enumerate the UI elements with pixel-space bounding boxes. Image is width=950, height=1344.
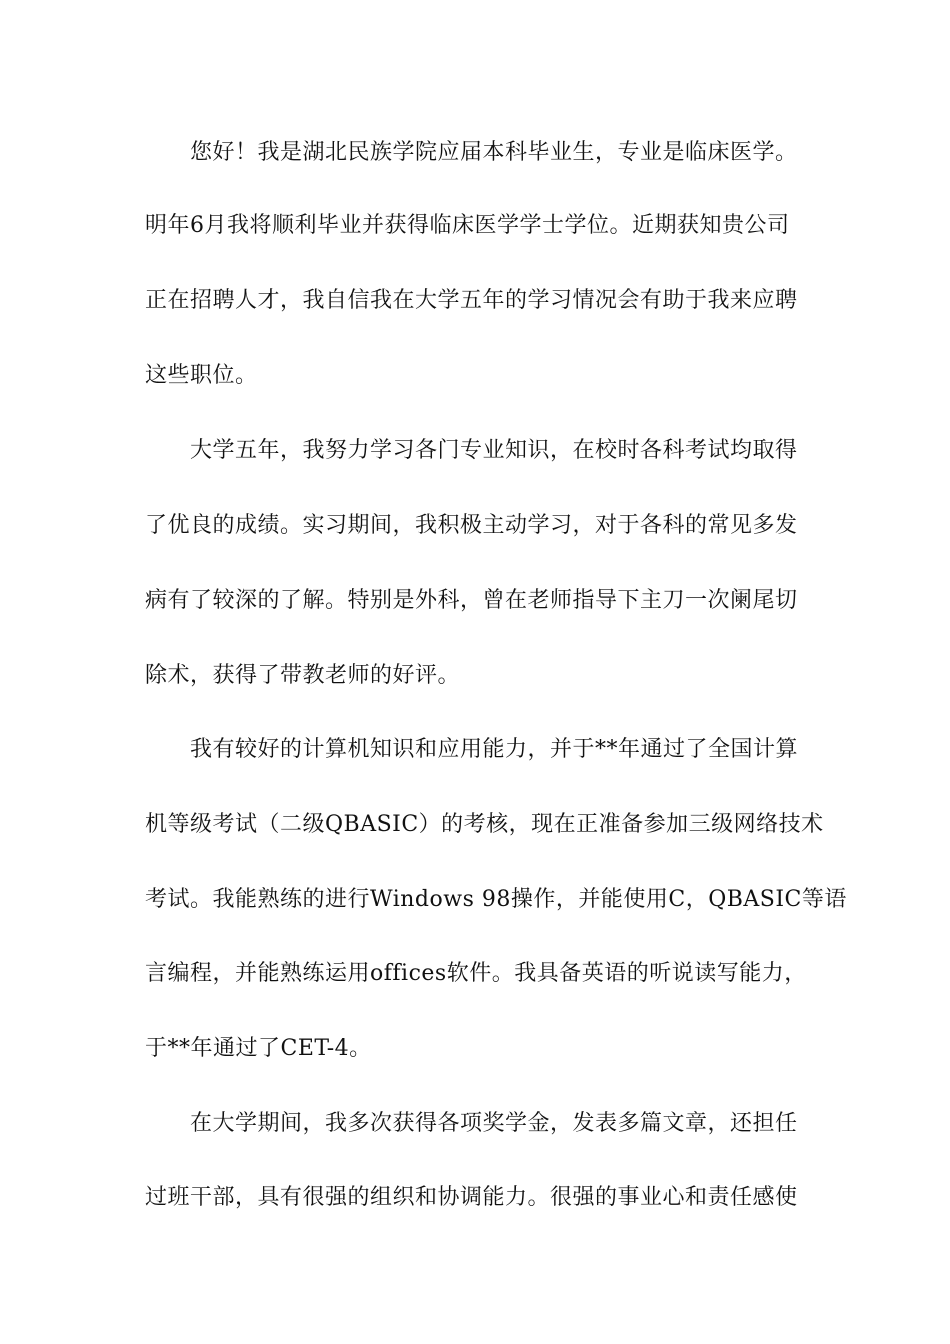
paragraph-2-line-2: 了优良的成绩。实习期间，我积极主动学习，对于各科的常见多发 — [145, 513, 798, 538]
paragraph-2-line-4: 除术，获得了带教老师的好评。 — [145, 663, 461, 688]
paragraph-2-line-3: 病有了较深的了解。特别是外科，曾在老师指导下主刀一次阑尾切 — [145, 588, 798, 613]
paragraph-3-line-1: 我有较好的计算机知识和应用能力，并于**年通过了全国计算 — [190, 737, 799, 762]
paragraph-3-line-4: 言编程，并能熟练运用offices软件。我具备英语的听说读写能力， — [145, 961, 807, 986]
paragraph-3-line-5: 于**年通过了CET-4。 — [145, 1036, 372, 1061]
paragraph-3-line-2: 机等级考试（二级QBASIC）的考核，现在正准备参加三级网络技术 — [145, 812, 824, 837]
paragraph-4-line-2: 过班干部，具有很强的组织和协调能力。很强的事业心和责任感使 — [145, 1185, 798, 1210]
paragraph-1-line-3: 正在招聘人才，我自信我在大学五年的学习情况会有助于我来应聘 — [145, 288, 798, 313]
paragraph-1-line-4: 这些职位。 — [145, 363, 258, 388]
paragraph-1-line-2: 明年6月我将顺利毕业并获得临床医学学士学位。近期获知贵公司 — [145, 213, 790, 238]
paragraph-1-line-1: 您好！我是湖北民族学院应届本科毕业生，专业是临床医学。 — [190, 140, 798, 165]
paragraph-2-line-1: 大学五年，我努力学习各门专业知识，在校时各科考试均取得 — [190, 438, 798, 463]
paragraph-3-line-3: 考试。我能熟练的进行Windows 98操作，并能使用C，QBASIC等语 — [145, 887, 847, 912]
paragraph-4-line-1: 在大学期间，我多次获得各项奖学金，发表多篇文章，还担任 — [190, 1111, 798, 1136]
